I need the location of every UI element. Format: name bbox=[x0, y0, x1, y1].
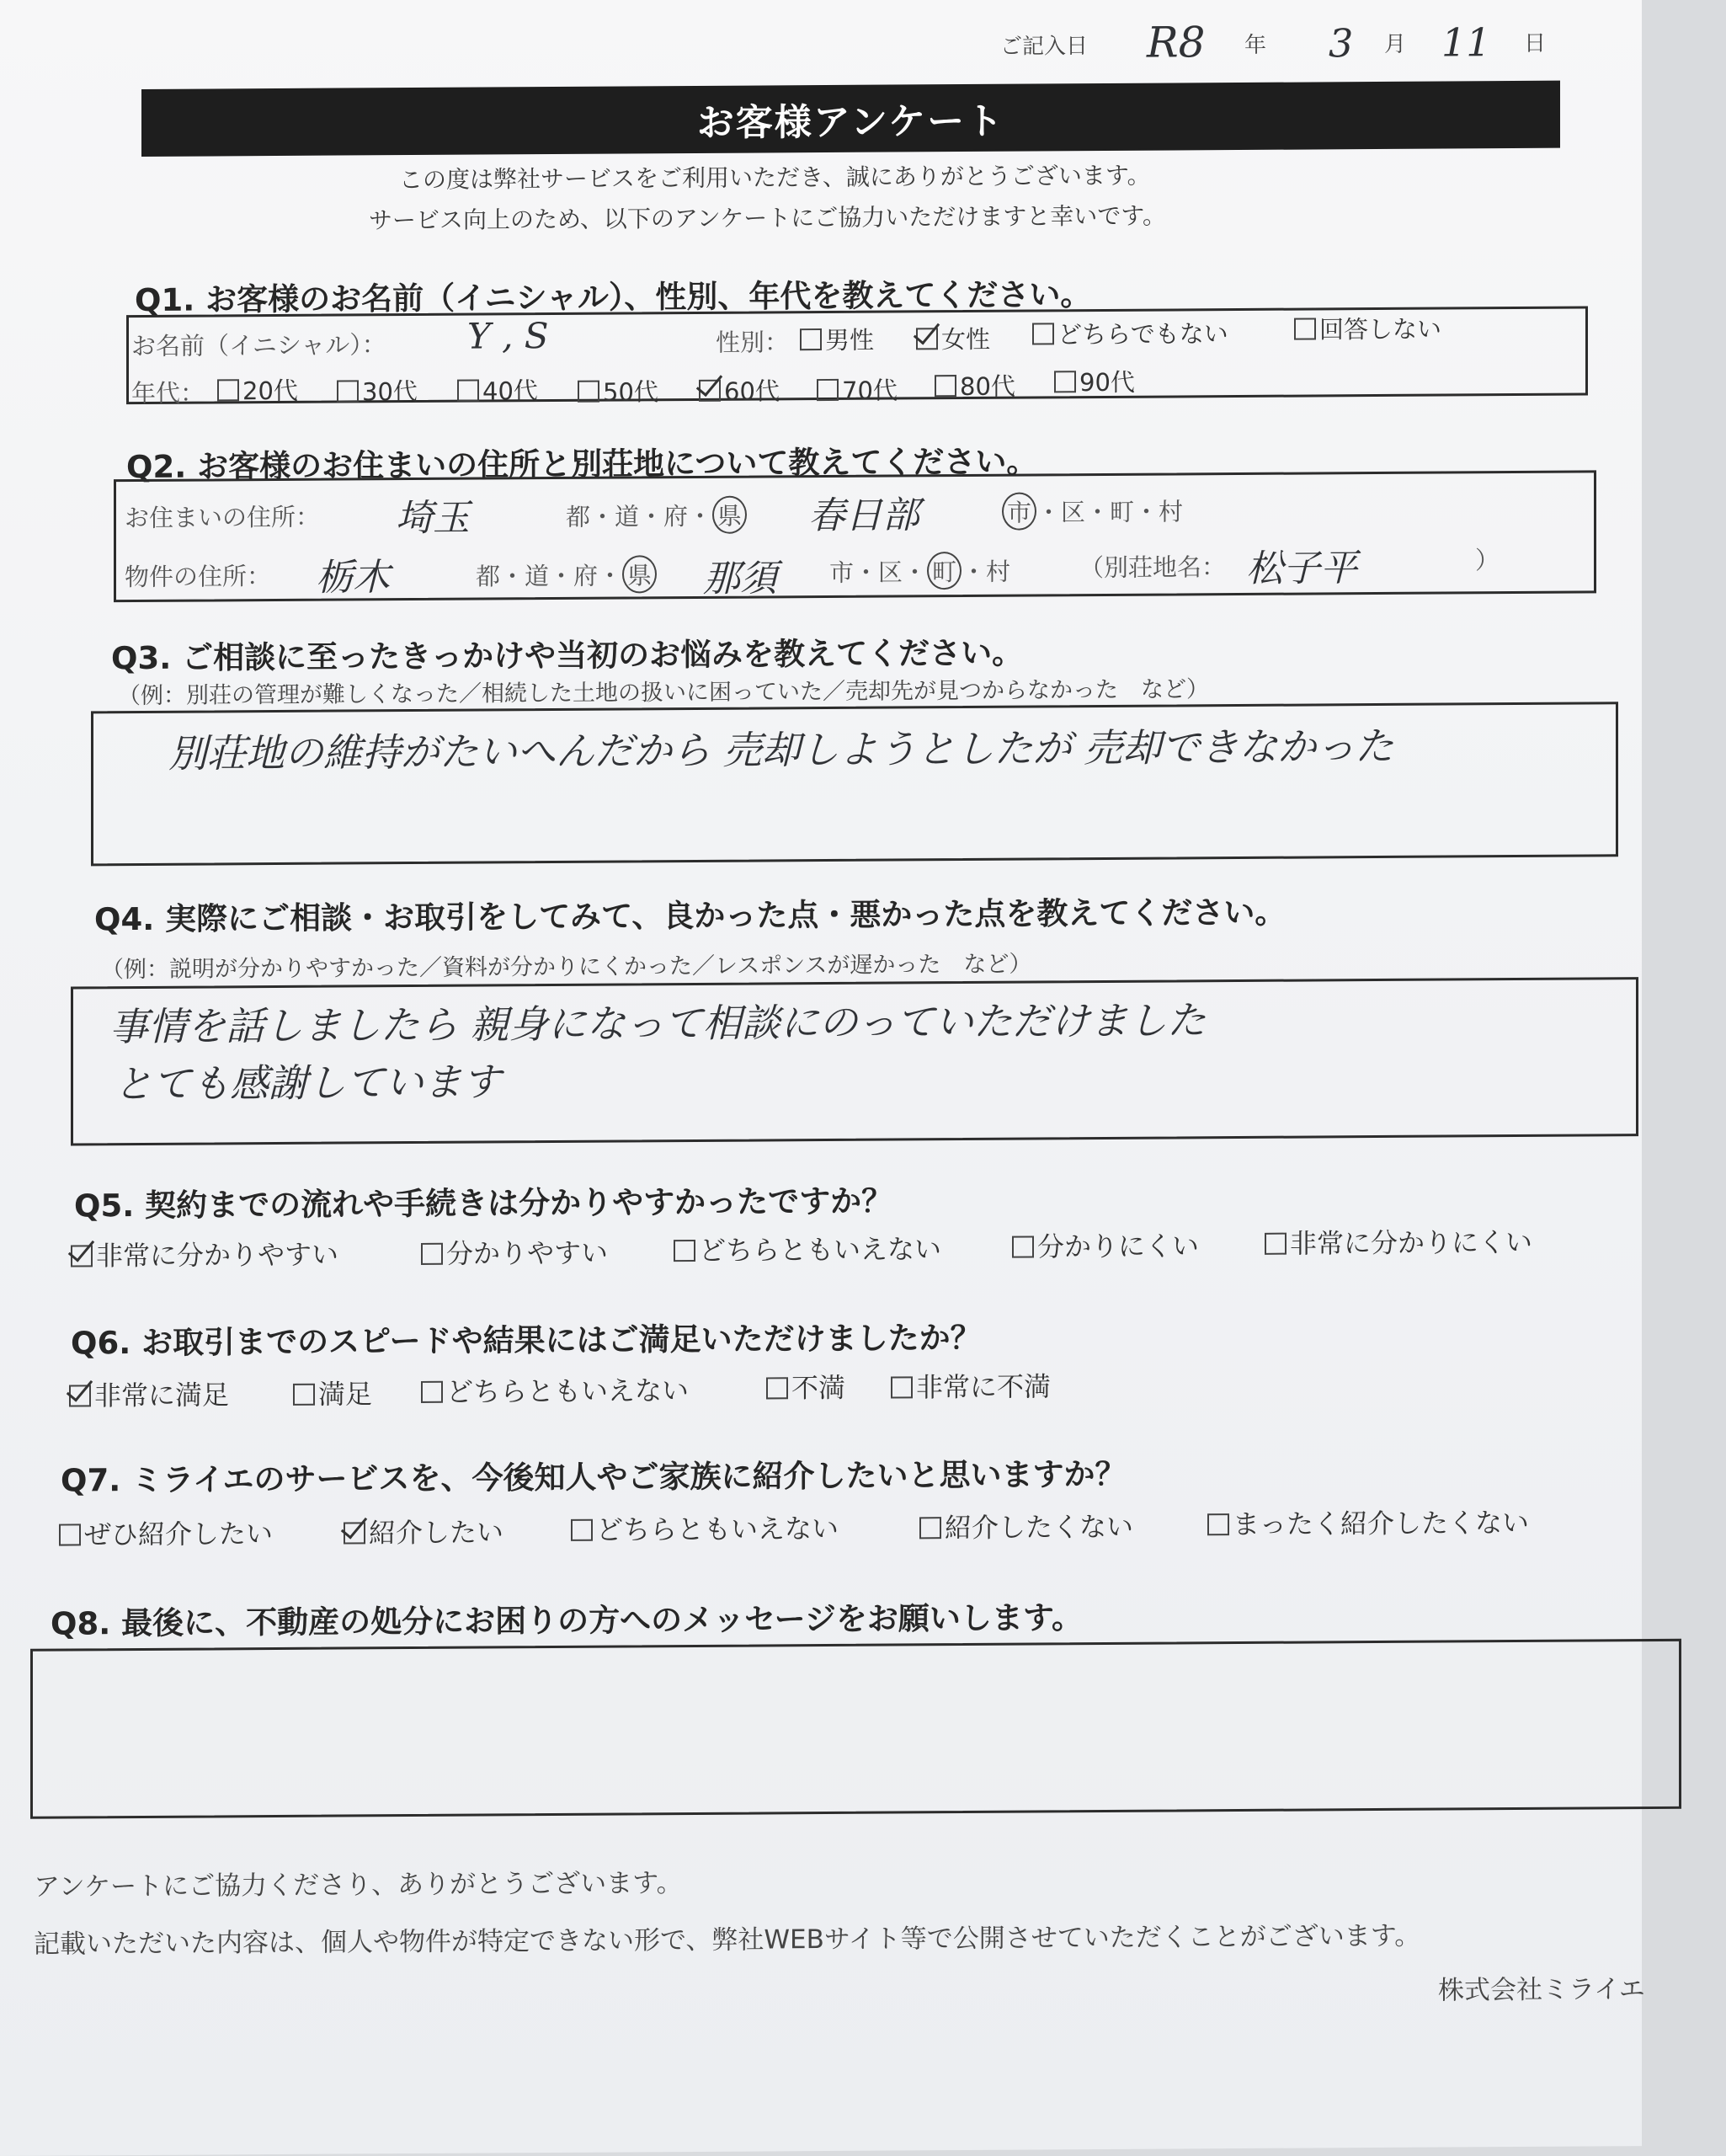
q1-age-20s[interactable]: 20代 bbox=[217, 372, 298, 408]
checkbox-icon[interactable] bbox=[1207, 1513, 1229, 1535]
date-label: ご記入日 bbox=[1000, 34, 1089, 60]
checkbox-icon[interactable] bbox=[337, 380, 359, 402]
q5-option-easy[interactable]: 分かりやすい bbox=[421, 1232, 608, 1272]
q2-home-pref-units: 都・道・府・ 県 bbox=[566, 496, 747, 535]
date-month-unit: 月 bbox=[1384, 31, 1407, 57]
q1-age-70s[interactable]: 70代 bbox=[817, 371, 898, 407]
q2-property-label: 物件の住所： bbox=[125, 562, 272, 592]
q5-option-hard[interactable]: 分かりにくい bbox=[1012, 1225, 1199, 1264]
checkbox-icon[interactable] bbox=[1032, 323, 1054, 344]
q2-property-prefecture[interactable]: 栃木 bbox=[316, 556, 390, 600]
q7-option-yes[interactable]: 紹介したい bbox=[344, 1511, 503, 1550]
q4-answer-line-2[interactable]: とても感謝しています bbox=[114, 1059, 501, 1107]
checkbox-icon[interactable] bbox=[293, 1384, 315, 1406]
q1-gender-label: 性別： bbox=[716, 328, 790, 357]
q6-option-very-satisfied[interactable]: 非常に満足 bbox=[69, 1374, 229, 1413]
q1-age-80s[interactable]: 80代 bbox=[935, 368, 1015, 403]
q5-option-neutral[interactable]: どちらともいえない bbox=[674, 1228, 941, 1268]
q7-option-neutral[interactable]: どちらともいえない bbox=[571, 1508, 839, 1548]
survey-title: お客様アンケート bbox=[141, 81, 1560, 157]
checkbox-icon[interactable] bbox=[935, 375, 956, 397]
q7-title: Q7. ミライエのサービスを、今後知人やご家族に紹介したいと思いますか？ bbox=[61, 1455, 1127, 1499]
checkbox-icon[interactable] bbox=[817, 379, 839, 401]
date-year-unit: 年 bbox=[1244, 32, 1267, 58]
q2-resort-name[interactable]: 松子平 bbox=[1246, 547, 1357, 590]
q1-gender-no-answer[interactable]: 回答しない bbox=[1294, 311, 1441, 346]
q2-home-label: お住まいの住所： bbox=[125, 502, 321, 533]
checkbox-icon[interactable] bbox=[766, 1377, 788, 1399]
checked-checkbox-icon[interactable] bbox=[699, 380, 721, 402]
intro-line-2: サービス向上のため、以下のアンケートにご協力いただけますと幸いです。 bbox=[369, 201, 1166, 235]
q3-example: （例：別荘の管理が難しくなった／相続した土地の扱いに困っていた／売却先が見つからなかった など） bbox=[118, 676, 1209, 710]
q2-property-pref-units: 都・道・府・ 県 bbox=[476, 555, 657, 594]
q2-resort-label: （別荘地名： bbox=[1079, 552, 1227, 583]
date-year-value: R8 bbox=[1147, 18, 1206, 67]
q4-answer-line-1[interactable]: 事情を話しましたら 親身になって相談にのっていただけました bbox=[109, 997, 1207, 1050]
q5-title: Q5. 契約までの流れや手続きは分かりやすかったですか？ bbox=[74, 1182, 893, 1225]
q2-property-city-units: 市・区・ 町 ・村 bbox=[829, 552, 1010, 590]
q5-option-very-easy[interactable]: 非常に分かりやすい bbox=[71, 1234, 338, 1274]
checked-checkbox-icon[interactable] bbox=[69, 1385, 91, 1406]
q4-title: Q4. 実際にご相談・お取引をしてみて、良かった点・悪かった点を教えてください。 bbox=[94, 894, 1287, 938]
date-day-value: 11 bbox=[1441, 19, 1491, 66]
q1-age-50s[interactable]: 50代 bbox=[578, 373, 658, 408]
checkbox-icon[interactable] bbox=[421, 1381, 443, 1403]
q2-resort-close: ） bbox=[1475, 546, 1500, 575]
checkbox-icon[interactable] bbox=[1012, 1235, 1034, 1257]
checkbox-icon[interactable] bbox=[578, 381, 599, 403]
q1-gender-male[interactable]: 男性 bbox=[800, 322, 874, 357]
footer-notice: 記載いただいた内容は、個人や物件が特定できない形で、弊社WEBサイト等で公開させていただくことがございます。 bbox=[34, 1920, 1421, 1960]
q6-option-neutral[interactable]: どちらともいえない bbox=[421, 1369, 689, 1410]
checkbox-icon[interactable] bbox=[800, 328, 822, 350]
checkbox-icon[interactable] bbox=[421, 1243, 443, 1265]
checkbox-icon[interactable] bbox=[1294, 318, 1316, 339]
checked-checkbox-icon[interactable] bbox=[344, 1522, 365, 1544]
q6-option-very-dissatisfied[interactable]: 非常に不満 bbox=[891, 1365, 1051, 1405]
checkbox-icon[interactable] bbox=[674, 1240, 695, 1262]
date-month-value: 3 bbox=[1329, 20, 1354, 67]
q6-option-satisfied[interactable]: 満足 bbox=[293, 1373, 372, 1412]
checkbox-icon[interactable] bbox=[59, 1524, 81, 1545]
footer-company: 株式会社ミライエ bbox=[1438, 1974, 1645, 2006]
q2-property-city[interactable]: 那須 bbox=[703, 557, 777, 600]
q1-gender-female[interactable]: 女性 bbox=[916, 321, 990, 356]
q1-age-40s[interactable]: 40代 bbox=[457, 372, 538, 408]
footer-thanks: アンケートにご協力くださり、ありがとうございます。 bbox=[34, 1868, 683, 1903]
intro-line-1: この度は弊社サービスをご利用いただき、誠にありがとうございます。 bbox=[399, 161, 1151, 195]
checked-checkbox-icon[interactable] bbox=[916, 328, 938, 350]
checkbox-icon[interactable] bbox=[1054, 371, 1076, 392]
q2-home-city-units: 市 ・区・町・村 bbox=[1002, 491, 1183, 530]
q7-option-definitely[interactable]: ぜひ紹介したい bbox=[59, 1513, 273, 1553]
q3-answer[interactable]: 別荘地の維持がたいへんだから 売却しようとしたが 売却できなかった bbox=[168, 723, 1394, 776]
q8-answer-box[interactable] bbox=[30, 1639, 1681, 1819]
q8-title: Q8. 最後に、不動産の処分にお困りの方へのメッセージをお願いします。 bbox=[51, 1599, 1083, 1642]
checked-checkbox-icon[interactable] bbox=[71, 1245, 93, 1267]
q2-home-city[interactable]: 春日部 bbox=[808, 494, 919, 538]
q7-option-no[interactable]: 紹介したくない bbox=[919, 1506, 1133, 1546]
q1-title: Q1. お客様のお名前（イニシャル）、性別、年代を教えてください。 bbox=[135, 276, 1092, 319]
q4-example: （例：説明が分かりやすかった／資料が分かりにくかった／レスポンスが遅かった など） bbox=[101, 951, 1032, 984]
checkbox-icon[interactable] bbox=[457, 380, 479, 402]
q1-age-label: 年代： bbox=[131, 378, 205, 408]
checkbox-icon[interactable] bbox=[891, 1376, 913, 1398]
q1-age-30s[interactable]: 30代 bbox=[337, 373, 418, 408]
q1-age-90s[interactable]: 90代 bbox=[1054, 364, 1135, 399]
q6-title: Q6. お取引までのスピードや結果にはご満足いただけましたか？ bbox=[71, 1319, 982, 1362]
q1-name-value[interactable]: Y , S bbox=[467, 315, 549, 357]
q1-age-60s[interactable]: 60代 bbox=[699, 372, 780, 408]
date-day-unit: 日 bbox=[1524, 30, 1547, 56]
q5-option-very-hard[interactable]: 非常に分かりにくい bbox=[1265, 1221, 1532, 1262]
q2-home-prefecture[interactable]: 埼玉 bbox=[396, 496, 470, 541]
checkbox-icon[interactable] bbox=[571, 1519, 593, 1541]
checkbox-icon[interactable] bbox=[919, 1517, 941, 1539]
checkbox-icon[interactable] bbox=[217, 379, 239, 401]
checkbox-icon[interactable] bbox=[1265, 1233, 1287, 1255]
q1-name-label: お名前（イニシャル）： bbox=[131, 330, 386, 361]
q1-gender-neither[interactable]: どちらでもない bbox=[1032, 315, 1228, 350]
q3-title: Q3. ご相談に至ったきっかけや当初のお悩みを教えてください。 bbox=[111, 634, 1024, 677]
q7-option-definitely-not[interactable]: まったく紹介したくない bbox=[1207, 1502, 1529, 1542]
q6-option-dissatisfied[interactable]: 不満 bbox=[766, 1367, 845, 1406]
q2-title: Q2. お客様のお住まいの住所と別荘地について教えてください。 bbox=[126, 443, 1038, 486]
